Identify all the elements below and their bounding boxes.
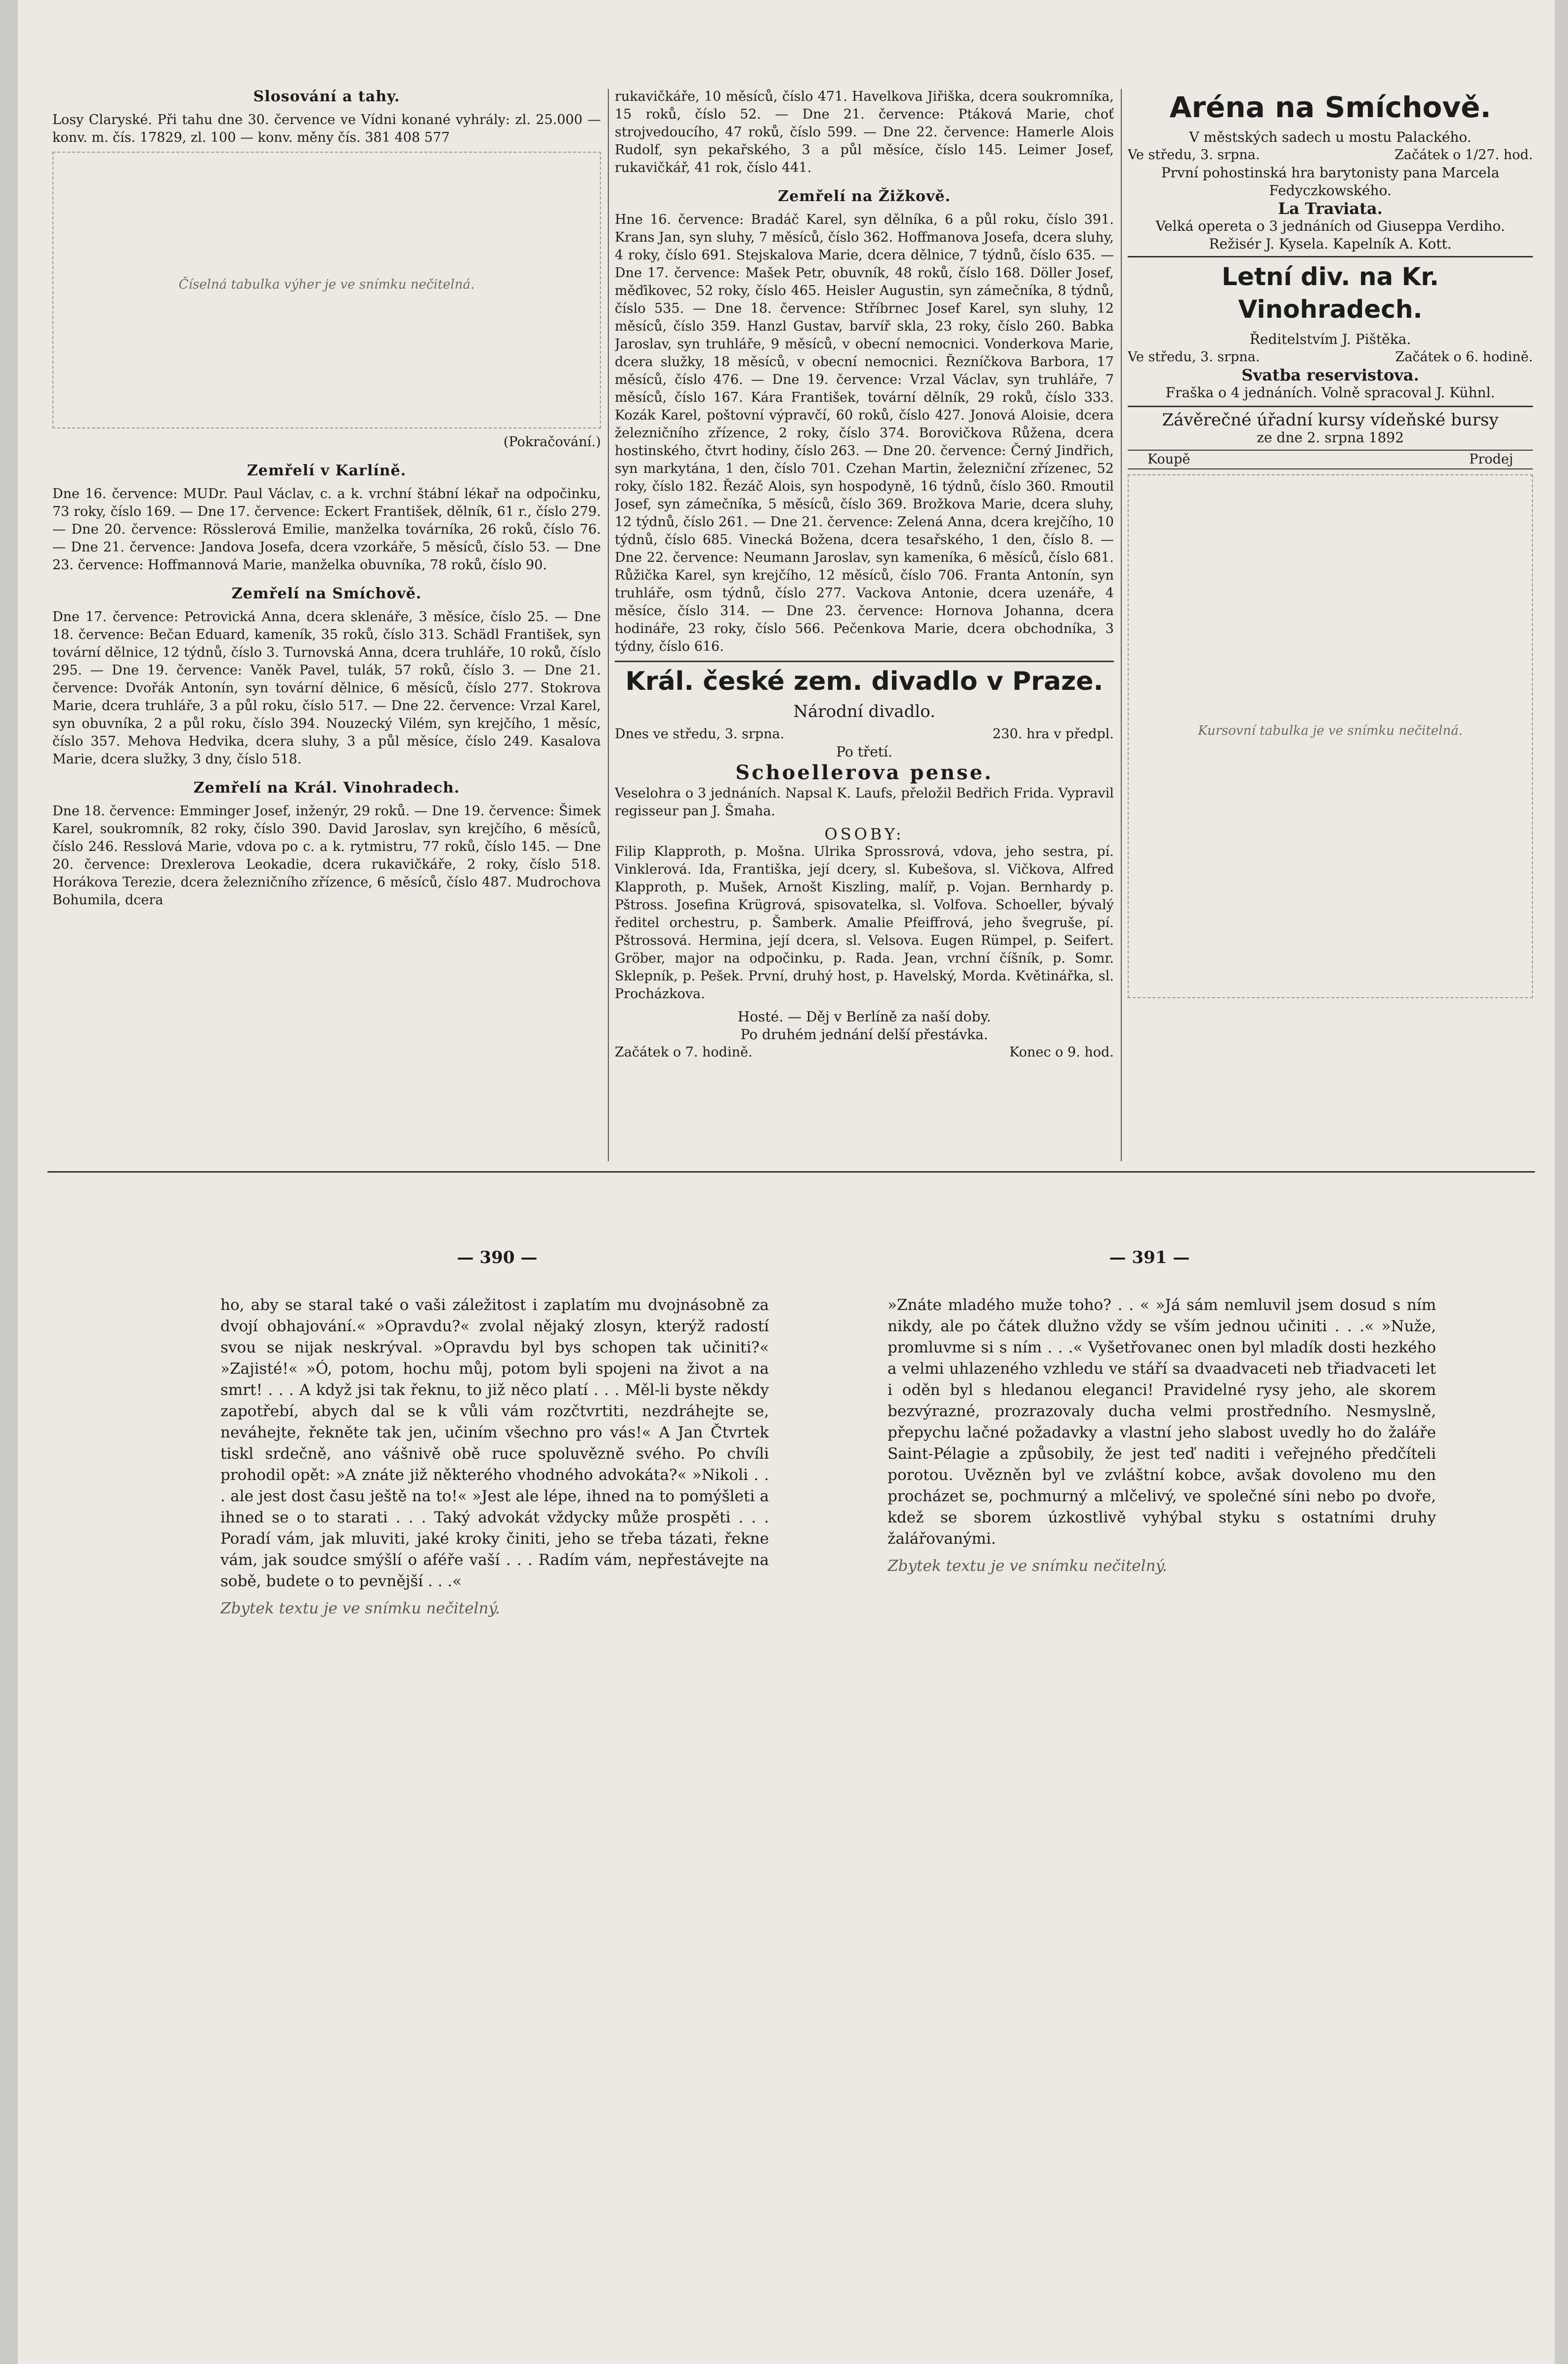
arena-start: Začátek o 1/27. hod.	[1395, 147, 1533, 163]
newspaper-page	[18, 0, 1555, 2364]
vinohrady-heading: Zemřelí na Král. Vinohradech.	[193, 779, 460, 797]
lottery-heading: Slosování a tahy.	[253, 88, 400, 105]
vinohrady-continued: rukavičkáře, 10 měsíců, číslo 471. Havelkova Jiřiška, dcera soukromníka, 15 roků, číslo 52. — Dne 21. července: Ptáková Marie, choť strojvedoucího, 47 roků, číslo 599. — Dne 22. července: Hamerle Alois Rudolf, syn pekařského, 3 a půl měsíce, číslo 145. Leimer Josef, rukavičkář, 41 rok, číslo 441.	[615, 89, 1114, 175]
column-divider	[1121, 89, 1122, 1161]
summer-theatre-date: Ve středu, 3. srpna.	[1128, 349, 1260, 365]
performance-date: Dnes ve středu, 3. srpna.	[615, 726, 785, 742]
novel-page-right	[888, 1295, 1436, 2085]
play-title: Schoellerova pense.	[735, 761, 993, 784]
arena-credits: Režisér J. Kysela. Kapelník A. Kott.	[1209, 236, 1452, 252]
karlin-text: Dne 16. července: MUDr. Paul Václav, c. a k. vrchní štábní lékař na odpočinku, 73 roky, číslo 169. — Dne 17. července: Eckert František, dělník, 61 r., číslo 279. — Dne 20. července: Rösslerová Emilie, manželka továrníka, 26 roků, číslo 76. — Dne 21. července: Jandova Josefa, dcera vzorkáře, 5 měsíců, číslo 53. — Dne 23. července: Hoffmannová Marie, manželka obuvníka, 78 roků, číslo 90.	[52, 486, 601, 573]
summer-theatre-description: Fraška o 4 jednáních. Volně spracoval J. Kühnl.	[1165, 384, 1495, 401]
zizkov-text: Hne 16. července: Bradáč Karel, syn dělníka, 6 a půl roku, číslo 391. Krans Jan, syn sluhy, 7 měsíců, číslo 362. Hoffmanova Josefa, dcera sluhy, 4 roky, číslo 691. Stejskalova Marie, dcera dělnice, 7 týdnů, číslo 635. — Dne 17. července: Mašek Petr, obuvník, 48 roků, číslo 168. Döller Josef, měďikovec, 52 roky, číslo 465. Heisler Augustin, syn zámečníka, 8 týdnů, číslo 535. — Dne 18. července: Stříbrnec Josef Karel, syn sluhy, 12 měsíců, číslo 359. Hanzl Gustav, barvíř skla, 23 roky, číslo 260. Babka Jaroslav, syn truhláře, 9 měsíců, v obecní nemocnici. Vonderkova Marie, dcera služky, 18 měsíců, v obecní nemocnici. Řezníčkova Barbora, 17 měsíců, číslo 476. — Dne 19. července: Vrzal Václav, syn truhláře, 7 měsíců, číslo 167. Kára František, tovární dělník, 29 roků, číslo 333. Kozák Karel, poštovní výpravčí, 60 roků, číslo 427. Jonová Aloisie, dcera železničního zřízence, 2 roky, číslo 374. Borovičkova Růžena, dcera hostinského, čtvrt hodiny, číslo 263. — Dne 20. července: Černý Jindřich, syn markytána, 1 den, číslo 701. Czehan Martin, železniční zřízenec, 52 roky, číslo 182. Řezáč Alois, syn hospodyně, 16 týdnů, číslo 360. Rmoutil Josef, syn zámečníka, 5 měsíců, číslo 369. Brožkova Marie, dcera sluhy, 12 týdnů, číslo 261. — Dne 21. července: Zelená Anna, dcera krejčího, 10 týdnů, číslo 685. Vinecká Božena, dcera tesařského, 1 den, číslo 8. — Dne 22. července: Neumann Jaroslav, syn kameníka, 6 měsíců, číslo 681. Růžička Karel, syn krejčího, 12 měsíců, číslo 706. Franta Antonín, syn truhláře, osm týdnů, číslo 277. Vackova Antonie, dcera uzenáře, 4 měsíce, číslo 314. — Dne 23. července: Hornova Johanna, dcera hodináře, 23 roky, číslo 566. Pečenkova Marie, dcera obchodníka, 3 týdny, číslo 616.	[615, 212, 1114, 654]
smichov-text: Dne 17. července: Petrovická Anna, dcera sklenáře, 3 měsíce, číslo 25. — Dne 18. července: Bečan Eduard, kameník, 35 roků, číslo 313. Schädl František, syn tovární dělnice, 12 týdnů, číslo 3. Turnovská Anna, dcera truhláře, 10 roků, číslo 295. — Dne 19. července: Vaněk Pavel, tulák, 57 roků, číslo 3. — Dne 21. července: Dvořák Antonín, syn tovární dělnice, 6 měsíců, číslo 277. Stokrova Marie, dcera truhláře, 3 a půl roku, číslo 517. — Dne 22. července: Vrzal Karel, syn obuvníka, 2 a půl roku, číslo 394. Nouzecký Vilém, syn krejčího, 1 měsíc, číslo 357. Mehova Hedvika, dcera sluhy, 3 a půl měsíce, číslo 249. Kasalova Marie, dcera služky, 3 dny, číslo 518.	[52, 609, 601, 767]
performance-info	[615, 725, 1114, 743]
arena-date: Ve středu, 3. srpna.	[1128, 147, 1260, 163]
summer-theatre-start: Začátek o 6. hodině.	[1395, 349, 1533, 365]
arena-location: V městských sadech u mostu Palackého.	[1189, 129, 1472, 145]
arena-description: Velká opereta o 3 jednáních od Giuseppa Verdiho.	[1155, 218, 1505, 234]
novel-left-text: ho, aby se staral také o vaši záležitost i zaplatím mu dvojnásobně za dvojí obhajování.« »Opravdu?« zvolal nějaký zlosyn, kterýž radostí svou se nijak neskrýval. »Opravdu byl bys schopen tak učiniti?« »Zajisté!« »Ó, potom, hochu můj, potom byli spojeni na život a na smrt! . . . A když jsi tak řeknu, to již něco platí . . . Měl-li byste někdy zapotřebí, abych dal se k vůli vám rozčtvrtiti, nezdráhejte se, neváhejte, řekněte tak jen, učiním všechno pro vás!« A Jan Čtvrtek tiskl srdečně, ano vášnivě obě ruce spoluvězně svého. Po chvíli prohodil opět: »A znáte již některého vhodného advokáta?« »Nikoli . . . ale jest dost času ještě na to!« »Jest ale lépe, ihned na to pomýšleti a ihned se o to starati . . . Taký advokát vždycky může prospěti . . . Poradí vám, jak mluviti, jaké kroky činiti, jeho se třeba tázati, řekne vám, jak soudce smýšlí o aféře vaší . . . Radím vám, nepřestávejte na sobě, budete o to pevnější . . .«	[220, 1296, 769, 1590]
bourse-table: Kursovní tabulka je ve snímku nečitelná.	[1128, 474, 1533, 998]
bourse-buy-header: Koupě	[1147, 452, 1190, 467]
cast-list: Filip Klapproth, p. Mošna. Ulrika Sprossrová, vdova, jeho sestra, pí. Vinklerová. Ida, Františka, její dcery, sl. Kubešova, sl. Vičkova, Alfred Klapproth, p. Mušek, Arnošt Kiszling, malíř, p. Vojan. Bernhardy p. Pštross. Josefina Krügrová, spisovatelka, sl. Volfova. Schoeller, bývalý ředitel orchestru, p. Šamberk. Amalie Pfeiffrová, jeho švegruše, pí. Pštrossová. Hermina, její dcera, sl. Velsova. Eugen Rümpel, p. Seifert. Gröber, major na odpočinku, p. Rada. Jean, vrchní číšník, p. Somr. Sklepník, p. Pešek. První, druhý host, p. Havelský, Morda. Květinářka, sl. Procházkova.	[615, 844, 1114, 1002]
bourse-date: ze dne 2. srpna 1892	[1257, 429, 1404, 446]
lottery-continued: (Pokračování.)	[503, 434, 601, 450]
end-time: Konec o 9. hod.	[1009, 1045, 1114, 1060]
summer-theatre-schedule	[1128, 348, 1533, 366]
column-zizkov-theatre	[615, 88, 1114, 1165]
summer-theatre-title: Letní div. na Kr. Vinohradech.	[1128, 256, 1533, 326]
guests-note: Hosté. — Děj v Berlíně za naší doby.	[737, 1009, 991, 1025]
play-description: Veselohra o 3 jednáních. Napsal K. Laufs, přeložil Bedřich Frida. Vypravil regisseur pan J. Šmaha.	[615, 786, 1114, 819]
performance-repeat: Po třetí.	[836, 744, 892, 760]
vinohrady-text: Dne 18. července: Emminger Josef, inženýr, 29 roků. — Dne 19. července: Šimek Karel, soukromník, 82 roky, číslo 390. David Jaroslav, syn krejčího, 6 měsíců, číslo 246. Resslová Marie, vdova po c. a k. rytmistru, 77 roků, číslo 145. — Dne 20. července: Drexlerova Leokadie, dcera rukavičkáře, 2 roky, číslo 518. Horákova Terezie, dcera železničního zřízence, 6 měsíců, číslo 487. Mudrochova Bohumila, dcera	[52, 803, 601, 908]
novel-right-text: »Znáte mladého muže toho? . . « »Já sám nemluvil jsem dosud s ním nikdy, ale po čátek dlužno vždy se vším jednou učiniti . . .« »Nuže, promluvme si s ním . . .« Vyšetřovanec onen byl mladík dosti hezkého a velmi uhlazeného vzhledu ve stáří sa dvaadvaceti neb třiadvaceti let i oděn byl s hledanou eleganci! Pravidelné rysy jeho, ale skorem bezvýrazné, prozrazovaly ducha velmi prostředního. Nesmyslně, přepychu lačné požadavky a vlastní jeho slabost uvedly ho do žaláře Saint-Pélagie a způsobily, že jest teď naditi i veřejného předčíteli porotou. Uvězněn byl ve zvláštní kobce, avšak dovoleno mu den procházet se, pochmurný a mlčelivý, ve společné síni nebo po dvoře, kdež se sborem úzkostlivě vyhýbal styku s ostatními druhy žalářovanými.	[888, 1296, 1436, 1548]
arena-schedule	[1128, 146, 1533, 164]
national-theatre-title: Král. české zem. divadlo v Praze.	[615, 661, 1114, 698]
novel-right-illegible: Zbytek textu je ve snímku nečitelný.	[888, 1557, 1167, 1575]
cast-heading: OSOBY:	[824, 825, 904, 844]
arena-play: La Traviata.	[1278, 199, 1383, 218]
zizkov-heading: Zemřelí na Žižkově.	[778, 188, 951, 205]
bourse-table-header	[1128, 450, 1533, 469]
bourse-sell-header: Prodej	[1469, 452, 1513, 467]
summer-theatre-management: Ředitelstvím J. Pištěka.	[1249, 331, 1411, 347]
section-divider	[47, 1171, 1535, 1173]
page-number-right: — 391 —	[1109, 1248, 1190, 1267]
smichov-heading: Zemřelí na Smíchově.	[231, 585, 422, 602]
column-theatres-bourse	[1128, 88, 1533, 1165]
arena-guest: První pohostinská hra barytonisty pana Marcela Fedyczkowského.	[1161, 165, 1500, 199]
national-theatre-subtitle: Národní divadlo.	[793, 702, 935, 721]
bourse-title: Závěrečné úřadní kursy vídeňské bursy	[1128, 406, 1533, 429]
karlin-heading: Zemřelí v Karlíně.	[247, 462, 407, 479]
novel-left-illegible: Zbytek textu je ve snímku nečitelný.	[220, 1600, 500, 1617]
performance-times	[615, 1044, 1114, 1061]
page-number-left: — 390 —	[457, 1248, 538, 1267]
lottery-number-table: Číselná tabulka výher je ve snímku nečitelná.	[52, 152, 601, 428]
novel-page-left	[220, 1295, 769, 2085]
column-divider	[608, 89, 609, 1161]
intermission-note: Po druhém jednání delší přestávka.	[740, 1026, 988, 1043]
arena-title: Aréna na Smíchově.	[1169, 90, 1491, 124]
column-lottery-deaths	[52, 88, 601, 1165]
performance-number: 230. hra v předpl.	[992, 726, 1114, 742]
lottery-intro: Losy Claryské. Při tahu dne 30. července ve Vídni konané vyhrály: zl. 25.000 — konv. m. čís. 17829, zl. 100 — konv. měny čís. 381 408 577	[52, 112, 601, 145]
summer-theatre-play: Svatba reservistova.	[1241, 366, 1419, 384]
start-time: Začátek o 7. hodině.	[615, 1045, 753, 1060]
